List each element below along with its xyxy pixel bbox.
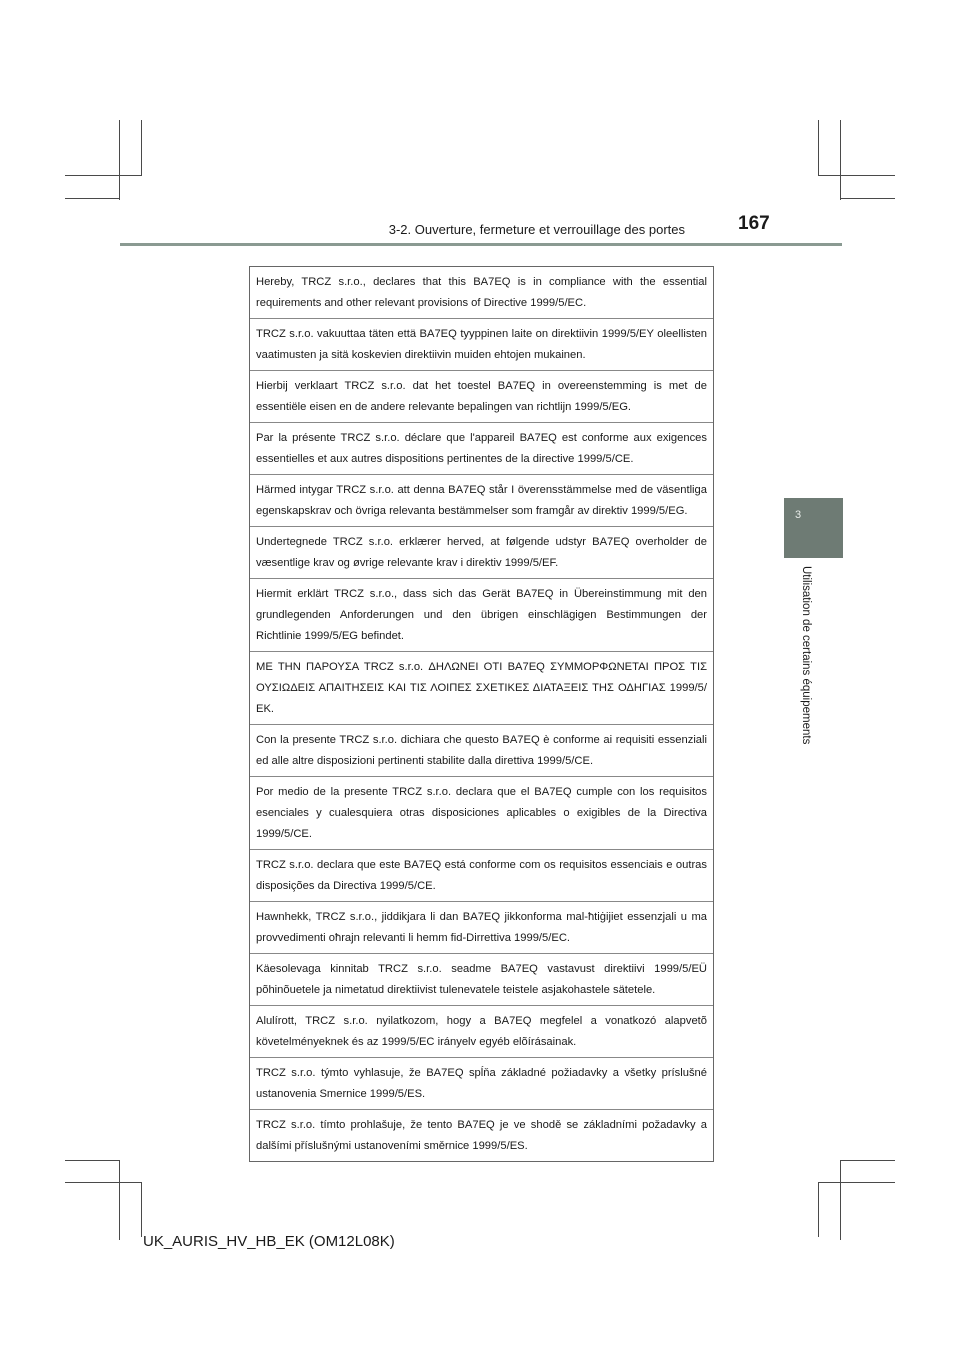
declaration-sv: Härmed intygar TRCZ s.r.o. att denna BA7EQ står I överensstämmelse med de väsentliga egenskapskrav och övriga relevanta bestämmelser som framgår av direktiv 1999/5/EG.: [250, 475, 713, 527]
crop-mark: [65, 1182, 142, 1183]
declaration-et: Käesolevaga kinnitab TRCZ s.r.o. seadme BA7EQ vastavust direktiivi 1999/5/EÜ põhinõuetele ja nimetatud direktiivist tulenevatele teistele asjakohastele sätetele.: [250, 954, 713, 1006]
section-title: 3-2. Ouverture, fermeture et verrouillage des portes: [388, 222, 685, 237]
crop-mark: [65, 175, 142, 176]
declaration-el: ΜΕ ΤΗΝ ΠΑΡΟΥΣΑ TRCZ s.r.o. ΔΗΛΩΝΕΙ ΟΤΙ BA7EQ ΣΥΜΜΟΡΦΩΝΕΤΑΙ ΠΡΟΣ ΤΙΣ ΟΥΣΙΩΔΕΙΣ ΑΠΑΙΤΗΣΕΙΣ ΚΑΙ ΤΙΣ ΛΟΙΠΕΣ ΣΧΕΤΙΚΕΣ ΔΙΑΤΑΞΕΙΣ ΤΗΣ ΟΔΗΓΙΑΣ 1999/5/ΕΚ.: [250, 652, 713, 725]
crop-mark: [141, 120, 142, 175]
crop-mark: [840, 1160, 895, 1161]
crop-mark: [840, 1160, 841, 1240]
declaration-nl: Hierbij verklaart TRCZ s.r.o. dat het toestel BA7EQ in overeenstemming is met de essentiële eisen en de andere relevante bepalingen van richtlijn 1999/5/EG.: [250, 371, 713, 423]
chapter-number: 3: [795, 509, 802, 521]
crop-mark: [141, 1182, 142, 1237]
declaration-en: Hereby, TRCZ s.r.o., declares that this BA7EQ is in compliance with the essential requirements and other relevant provisions of Directive 1999/5/EC.: [250, 267, 713, 319]
declaration-pt: TRCZ s.r.o. declara que este BA7EQ está conforme com os requisitos essenciais e outras disposições da Directiva 1999/5/CE.: [250, 850, 713, 902]
manual-code: UK_AURIS_HV_HB_EK (OM12L08K): [143, 1233, 395, 1250]
header-divider: [120, 243, 842, 246]
chapter-tab: [784, 498, 843, 558]
declarations-table: [249, 266, 714, 1162]
crop-mark: [65, 1160, 120, 1161]
declaration-mt: Hawnhekk, TRCZ s.r.o., jiddikjara li dan BA7EQ jikkonforma mal-ħtiġijiet essenzjali u ma provvedimenti oħrajn relevanti li hemm fid-Dirrettiva 1999/5/EC.: [250, 902, 713, 954]
crop-mark: [840, 198, 895, 199]
crop-mark: [818, 120, 819, 175]
chapter-label: Utilisation de certains équipements: [800, 566, 812, 745]
crop-mark: [818, 175, 895, 176]
crop-mark: [119, 120, 120, 200]
crop-mark: [818, 1182, 819, 1237]
declaration-fr: Par la présente TRCZ s.r.o. déclare que l'appareil BA7EQ est conforme aux exigences essentielles et aux autres dispositions pertinentes de la directive 1999/5/CE.: [250, 423, 713, 475]
crop-mark: [119, 1160, 120, 1240]
declaration-sk: TRCZ s.r.o. týmto vyhlasuje, že BA7EQ spĺňa základné požiadavky a všetky príslušné ustanovenia Smernice 1999/5/ES.: [250, 1058, 713, 1110]
declaration-cs: TRCZ s.r.o. tímto prohlašuje, že tento BA7EQ je ve shodě se základními požadavky a dalšími příslušnými ustanoveními směrnice 1999/5/ES.: [256, 1119, 707, 1152]
page-number: 167: [738, 213, 770, 234]
declaration-it: Con la presente TRCZ s.r.o. dichiara che questo BA7EQ è conforme ai requisiti essenziali ed alle altre disposizioni pertinenti stabilite dalla direttiva 1999/5/CE.: [250, 725, 713, 777]
chapter-label-container: [796, 566, 812, 766]
crop-mark: [65, 198, 120, 199]
crop-mark: [840, 120, 841, 200]
declaration-fi: TRCZ s.r.o. vakuuttaa täten että BA7EQ tyyppinen laite on direktiivin 1999/5/EY oleellisten vaatimusten ja sitä koskevien direktiivin muiden ehtojen mukainen.: [250, 319, 713, 371]
crop-mark: [818, 1182, 895, 1183]
declaration-de: Hiermit erklärt TRCZ s.r.o., dass sich das Gerät BA7EQ in Übereinstimmung mit den grundlegenden Anforderungen und den übrigen einschlägigen Bestimmungen der Richtlinie 1999/5/EG befindet.: [250, 579, 713, 652]
declaration-es: Por medio de la presente TRCZ s.r.o. declara que el BA7EQ cumple con los requisitos esenciales y cualesquiera otras disposiciones aplicables o exigibles de la Directiva 1999/5/CE.: [250, 777, 713, 850]
declaration-da: Undertegnede TRCZ s.r.o. erklærer herved, at følgende udstyr BA7EQ overholder de væsentlige krav og øvrige relevante krav i direktiv 1999/5/EF.: [250, 527, 713, 579]
declaration-hu: Alulírott, TRCZ s.r.o. nyilatkozom, hogy a BA7EQ megfelel a vonatkozó alapvetõ követelményeknek és az 1999/5/EC irányelv egyéb elõírásainak.: [250, 1006, 713, 1058]
